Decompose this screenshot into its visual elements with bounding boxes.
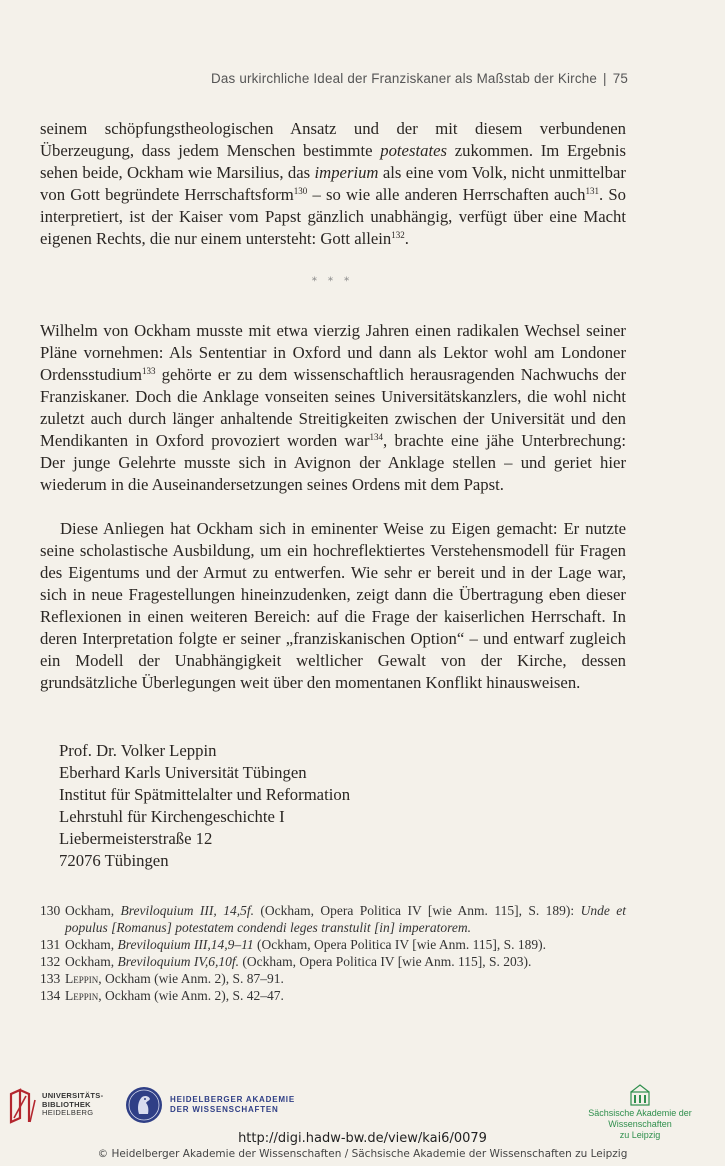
footnote-ref-130[interactable]: 130 [293, 186, 308, 196]
address-institute: Institut für Spätmittelalter und Reformation [59, 785, 351, 804]
footnote-133 [40, 970, 626, 987]
ub-line: BIBLIOTHEK [42, 1099, 91, 1109]
running-head-separator: | [603, 71, 607, 86]
text-run: als eine vom Volk, nicht unmittelbar von Gott begründete Herrschaftsform [40, 163, 626, 204]
address-name: Prof. Dr. Volker Leppin [59, 741, 217, 760]
academy-seal-icon [125, 1086, 163, 1124]
italic-title: Breviloquium III,14,9–11 [117, 937, 254, 952]
footnote-number: 131 [40, 937, 61, 952]
ub-logo-text [42, 1092, 103, 1118]
text-run: Ockham, [65, 954, 118, 969]
text-run: , Ockham (wie Anm. 2), S. 42–47. [98, 988, 284, 1003]
heidelberger-akademie-text [170, 1095, 295, 1115]
text-run: , Ockham (wie Anm. 2), S. 87–91. [98, 971, 284, 986]
text-run: Wilhelm von Ockham musste mit etwa vierzig Jahren einen radikalen Wechsel seiner Pläne vornehmen: Als Sententiar in Oxford und dann als Lektor wohl am Londoner Ordensstudium [40, 321, 626, 384]
address-city: 72076 Tübingen [59, 851, 169, 870]
ub-logo-icon [8, 1088, 38, 1124]
text-run: seinem schöpfungstheologischen Ansatz und der mit diesem verbundenen Überzeugung, dass jedem Menschen bestimmte [40, 119, 626, 160]
paragraph-3-text: Diese Anliegen hat Ockham sich in eminenter Weise zu Eigen gemacht: Er nutzte seine scholastische Ausbildung, um ein hochreflektiertes Verstehensmodell für Fragen des Eigentums und der Armut zu entwerfen. Wie sehr er bereit und in der Lage war, sich in neue Fragestellungen hineinzudenken, zeigt dann die Übertragung eben dieser Reflexionen in einen weiteren Bereich: auf die Frage der kaiserlichen Herrschaft. In deren Interpretation folgte er seiner „franziskanischen Option“ – und entwarf zugleich ein Modell der Unabhängigkeit weltlicher Gewalt von der Kirche, dessen grundsätzliche Überlegungen weit über den momentanen Konflikt hinausweisen. [40, 519, 626, 692]
hd-line: DER WISSENSCHAFTEN [170, 1105, 279, 1114]
author-address [59, 740, 350, 872]
ub-line: HEIDELBERG [42, 1108, 94, 1117]
footnote-ref-133[interactable]: 133 [141, 366, 156, 376]
saechsische-akademie-icon [629, 1084, 651, 1106]
paragraph-3 [40, 518, 626, 694]
paragraph-1 [40, 118, 626, 250]
footnote-number: 133 [40, 971, 61, 986]
footnote-ref-134[interactable]: 134 [369, 432, 384, 442]
paragraph-2 [40, 320, 626, 496]
hd-line: HEIDELBERGER AKADEMIE [170, 1095, 295, 1104]
footnote-132 [40, 953, 626, 970]
text-run: . So interpretiert, ist der Kaiser vom Papst gänzlich unabhängig, verfügt über eine Macht eigenen Rechts, die nur einem untersteht: Gott allein [40, 185, 627, 248]
italic-term: imperium [314, 163, 379, 182]
text-run: (Ockham, Opera Politica IV [wie Anm. 115], S. 203). [238, 954, 532, 969]
footnote-ref-132[interactable]: 132 [391, 230, 405, 240]
saechsische-akademie-logo[interactable] [560, 1084, 720, 1140]
text-run: , brachte eine jähe Unterbrechung: Der junge Gelehrte musste sich in Avignon der Anklage stellen – und geriet hier wiederum in die Auseinandersetzungen seines Ordens mit dem Papst. [40, 431, 626, 494]
footnotes [40, 902, 626, 1004]
footnote-number: 130 [40, 903, 61, 918]
text-run: Ockham, [65, 937, 118, 952]
italic-quote: Unde et populus [Romanus] potestatem condendi leges transtulit [in] imperatorem. [65, 903, 626, 935]
copyright-notice: © Heidelberger Akademie der Wissenschaften / Sächsische Akademie der Wissenschaften zu Leipzig [97, 1148, 628, 1160]
sa-line: zu Leipzig [619, 1130, 661, 1140]
italic-term: potestates [380, 141, 447, 160]
ub-line: UNIVERSITÄTS- [42, 1091, 104, 1100]
running-head [0, 71, 628, 86]
address-chair: Lehrstuhl für Kirchengeschichte I [59, 807, 285, 826]
heidelberger-akademie-logo[interactable] [125, 1086, 325, 1130]
text-run: Ockham, [65, 903, 121, 918]
author-name: Leppin [65, 971, 99, 986]
author-name: Leppin [65, 988, 99, 1003]
ub-heidelberg-logo[interactable] [8, 1088, 128, 1128]
italic-title: Breviloquium IV,6,10f. [117, 954, 239, 969]
text-run: zukommen. Im Ergebnis sehen beide, Ockham wie Marsilius, das [40, 141, 626, 182]
page-number: 75 [612, 71, 628, 86]
footnote-130 [40, 902, 626, 936]
footnote-ref-131[interactable]: 131 [585, 186, 600, 196]
footnote-131 [40, 936, 626, 953]
footnote-number: 134 [40, 988, 61, 1003]
text-run: gehörte er zu dem wissenschaftlich herausragenden Nachwuchs der Franziskaner. Doch die Anklage vonseiten seines Universitätskanzlers, die wohl nicht zuletzt auch durch länger anhaltende Streitigkeiten zwischen der Universität und den Mendikanten in Oxford provoziert worden war [40, 365, 626, 450]
address-street: Liebermeisterstraße 12 [59, 829, 213, 848]
footnote-number: 132 [40, 954, 61, 969]
italic-title: Breviloquium III, 14,5f. [120, 903, 254, 918]
text-run: (Ockham, Opera Politica IV [wie Anm. 115], S. 189). [253, 937, 547, 952]
text-run: (Ockham, Opera Politica IV [wie Anm. 115], S. 189): [253, 903, 581, 918]
section-separator: * * * [311, 276, 354, 287]
sa-line: Sächsische Akademie der Wissenschaften [588, 1108, 692, 1129]
text-run: – so wie alle anderen Herrschaften auch [307, 185, 586, 204]
permalink[interactable]: http://digi.hadw-bw.de/view/kai6/0079 [238, 1131, 487, 1146]
footnote-134 [40, 987, 626, 1004]
address-university: Eberhard Karls Universität Tübingen [59, 763, 307, 782]
running-head-title: Das urkirchliche Ideal der Franziskaner als Maßstab der Kirche [211, 71, 598, 86]
text-run: . [404, 229, 409, 248]
